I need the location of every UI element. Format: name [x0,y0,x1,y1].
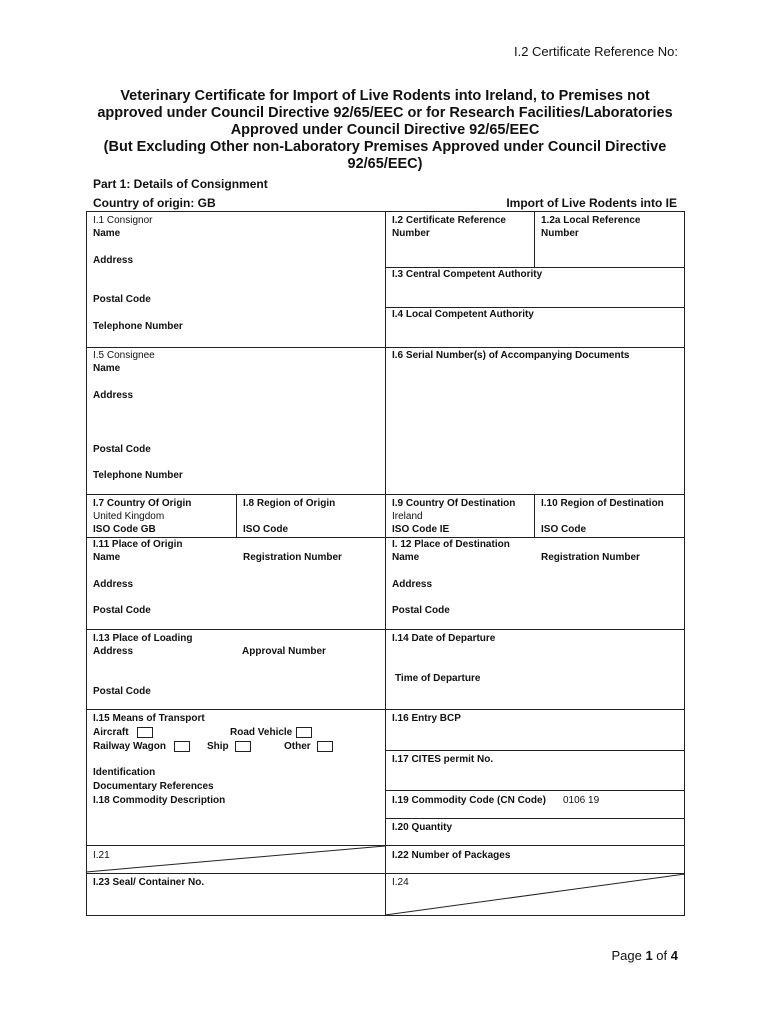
i23-label[interactable]: I.23 Seal/ Container No. [93,877,205,888]
split [534,494,535,537]
rule [385,845,685,846]
title-line-5: 92/65/EEC) [347,156,423,172]
i7-iso[interactable]: ISO Code GB [93,524,156,535]
i13-approval[interactable]: Approval Number [242,646,326,657]
title-line-2: approved under Council Directive 92/65/EEC or for Research Facilities/Laboratories [97,105,673,121]
import-label: Import of Live Rodents into IE [506,196,677,210]
transport-aircraft[interactable] [93,727,153,739]
document-title [80,88,690,173]
rule [385,537,685,538]
i13-postal[interactable]: Postal Code [93,686,151,697]
i14-time[interactable]: Time of Departure [395,673,481,684]
i1-label: I.1 Consignor [93,215,153,226]
transport-other[interactable] [284,741,333,753]
i11-name[interactable]: Name [93,552,121,563]
transport-ship[interactable] [207,741,251,753]
page-current: 1 [645,948,653,963]
i11-label: I.11 Place of Origin [93,539,183,550]
i5-name[interactable]: Name [93,363,121,374]
i17-label[interactable]: I.17 CITES permit No. [392,754,494,765]
i13-address[interactable]: Address [93,646,134,657]
rule [385,709,685,710]
page-total: 4 [670,948,678,963]
i10-label: I.10 Region of Destination [541,498,664,509]
i11-address[interactable]: Address [93,579,134,590]
i5-postal[interactable]: Postal Code [93,444,151,455]
rule [86,347,385,348]
i12-label: I. 12 Place of Destination [392,539,510,550]
i8-iso[interactable]: ISO Code [243,524,289,535]
i24-label: I.24 [392,877,409,888]
i7-value[interactable]: United Kingdom [93,511,165,522]
i12-address[interactable]: Address [392,579,433,590]
i5-label: I.5 Consignee [93,350,155,361]
i9-label: I.9 Country Of Destination [392,498,516,509]
rule [385,494,685,495]
i18-label[interactable]: I.18 Commodity Description [93,795,226,806]
split [534,211,535,267]
rule [86,537,385,538]
ship-checkbox[interactable] [235,741,251,752]
rail-checkbox[interactable] [174,741,190,752]
rule [385,307,685,308]
i12-postal[interactable]: Postal Code [392,605,450,616]
page-number [611,948,678,963]
title-line-3: Approved under Council Directive 92/65/EEC [230,122,540,138]
rule [86,629,385,630]
other-checkbox[interactable] [317,741,333,752]
i11-registration[interactable]: Registration Number [243,552,342,563]
i19-value[interactable]: 0106 19 [563,795,600,806]
i10-iso[interactable]: ISO Code [541,524,587,535]
i8-label: I.8 Region of Origin [243,498,336,509]
rule [385,629,685,630]
transport-road[interactable] [230,727,312,739]
i9-value[interactable]: Ireland [392,511,423,522]
split [236,494,237,537]
page-prefix: Page [611,948,646,963]
rule [385,790,685,791]
i15-label: I.15 Means of Transport [93,713,205,724]
i11-postal[interactable]: Postal Code [93,605,151,616]
i16-label[interactable]: I.16 Entry BCP [392,713,461,724]
i2a-sub[interactable]: Number [541,228,579,239]
rule [86,709,385,710]
i22-label[interactable]: I.22 Number of Packages [392,850,511,861]
i21-label: I.21 [93,850,110,861]
title-line-1: Veterinary Certificate for Import of Live Rodents into Ireland, to Premises not [120,88,650,104]
i21-strike [86,845,385,873]
i1-name[interactable]: Name [93,228,121,239]
i4-label[interactable]: I.4 Local Competent Authority [392,309,534,320]
title-line-4: (But Excluding Other non-Laboratory Premises Approved under Council Directive [103,139,667,155]
i24-strike [385,873,685,916]
i14-label[interactable]: I.14 Date of Departure [392,633,496,644]
certificate-reference-header: I.2 Certificate Reference No: [513,44,678,59]
road-checkbox[interactable] [296,727,312,738]
other-label: Other [284,741,311,753]
rule [86,873,385,874]
aircraft-label: Aircraft [93,727,129,739]
road-label: Road Vehicle [230,727,293,739]
aircraft-checkbox[interactable] [137,727,153,738]
ship-label: Ship [207,741,229,753]
i12-name[interactable]: Name [392,552,420,563]
i2-sub[interactable]: Number [392,228,430,239]
i1-phone[interactable]: Telephone Number [93,321,183,332]
i15-identification[interactable]: Identification [93,767,156,778]
i15-documentary[interactable]: Documentary References [93,781,214,792]
i2-label: I.2 Certificate Reference [392,215,506,226]
transport-rail[interactable] [93,741,190,753]
center-divider [385,211,386,916]
i12-registration[interactable]: Registration Number [541,552,640,563]
i1-postal[interactable]: Postal Code [93,294,151,305]
rail-label: Railway Wagon [93,741,166,753]
i13-label: I.13 Place of Loading [93,633,193,644]
part1-heading: Part 1: Details of Consignment [93,177,268,191]
rule [385,818,685,819]
country-of-origin: Country of origin: GB [93,196,216,210]
i7-label: I.7 Country Of Origin [93,498,192,509]
i1-address[interactable]: Address [93,255,134,266]
rule [385,347,685,348]
rule [385,267,685,268]
rule [385,750,685,751]
i5-phone[interactable]: Telephone Number [93,470,183,481]
i3-label[interactable]: I.3 Central Competent Authority [392,269,543,280]
i9-iso[interactable]: ISO Code IE [392,524,450,535]
i6-label[interactable]: I.6 Serial Number(s) of Accompanying Documents [392,350,630,361]
i2a-label: 1.2a Local Reference [541,215,641,226]
i5-address[interactable]: Address [93,390,134,401]
i19-label: I.19 Commodity Code (CN Code) [392,795,546,806]
page-of: of [652,948,671,963]
i20-label[interactable]: I.20 Quantity [392,822,453,833]
